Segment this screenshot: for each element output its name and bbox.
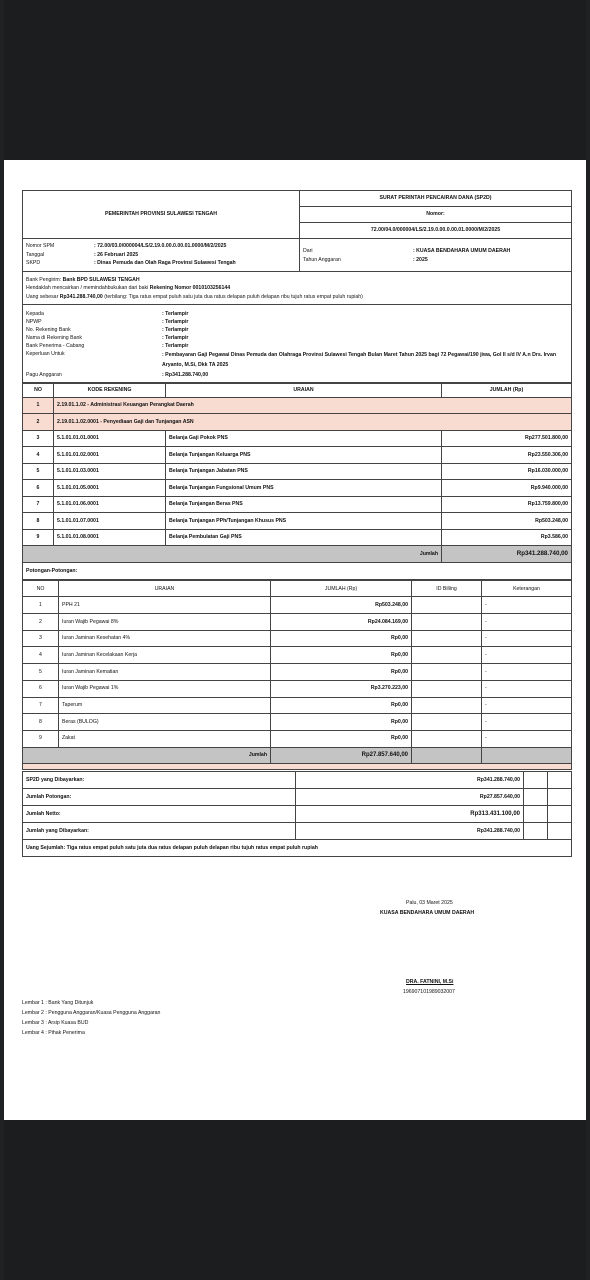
table-row: 1 2.19.01.1.02 - Administrasi Keuangan Perangkat Daerah xyxy=(23,397,572,414)
bank-sender-label: Bank Pengirim: xyxy=(26,276,62,283)
summary-row: SP2D yang Dibayarkan: Rp341.288.740,00 xyxy=(23,772,572,789)
amount-value: Rp341.288.740,00 xyxy=(59,293,103,300)
npwp-value: : Terlampir xyxy=(162,318,189,325)
recipient-value: : Terlampir xyxy=(162,310,189,317)
table-row: 4 5.1.01.01.02.0001 Belanja Tunjangan Keluarga PNS Rp23.550.306,00 xyxy=(23,447,572,464)
total-row xyxy=(23,546,572,563)
amount-prefix: Uang sebesar xyxy=(26,293,59,300)
document-title: SURAT PERINTAH PENCAIRAN DANA (SP2D) xyxy=(300,191,572,207)
table-row: 4 Iuran Jaminan Kecelakaan Kerja Rp0,00 - xyxy=(23,647,572,664)
table-row: 9 5.1.01.01.08.0001 Belanja Pembulatan Gaji PNS Rp3.586,00 xyxy=(23,529,572,546)
col-kode: KODE REKENING xyxy=(54,383,166,397)
table-row: 5 5.1.01.01.03.0001 Belanja Tunjangan Jabatan PNS Rp16.030.000,00 xyxy=(23,463,572,480)
account-no-label: No. Rekening Bank xyxy=(26,326,71,333)
deductions-total-value: Rp27.857.640,00 xyxy=(271,747,412,764)
summary-row: Jumlah Netto: Rp313.431.100,00 xyxy=(23,806,572,823)
date-label: Tanggal xyxy=(26,251,45,258)
signature-name: DRA. FATNINI, M.Si xyxy=(406,979,454,985)
fiscal-year-value: : 2025 xyxy=(413,256,428,263)
deductions-title: Potongan-Potongan: xyxy=(22,563,572,581)
table-row: 5 Iuran Jaminan Kematian Rp0,00 - xyxy=(23,664,572,681)
signature-place-date: Palu, 03 Maret 2025 xyxy=(406,900,453,906)
amount-words: (terbilang: Tiga ratus empat puluh satu juta dua ratus delapan puluh delapan ribu tujuh ratus empat puluh rupiah) xyxy=(104,293,363,300)
deductions-table xyxy=(22,580,572,770)
spm-info xyxy=(22,239,572,272)
table-row: 7 5.1.01.01.06.0001 Belanja Tunjangan Beras PNS Rp13.759.800,00 xyxy=(23,496,572,513)
document-page xyxy=(4,160,586,1120)
total-label: Jumlah xyxy=(23,546,442,563)
receiving-bank-label: Bank Penerima - Cabang xyxy=(26,343,85,350)
from-label: Dari xyxy=(303,248,313,254)
table-row: 3 Iuran Jaminan Kesehatan 4% Rp0,00 - xyxy=(23,630,572,647)
purpose-value: : Pembayaran Gaji Pegawai Dinas Pemuda dan Olahraga Provinsi Sulawesi Tengah Bulan Maret Tahun 2025 bagi 72 Pegawai/190 jiwa, Gol II s/d IV A.n Drs. Irvan Aryanto, M.Si, Dkk TA 2025 xyxy=(162,352,556,368)
recipient-label: Kepada xyxy=(26,310,44,317)
list-item: Lembar 4 : Pihak Penerima xyxy=(22,1029,85,1036)
col-jumlah: JUMLAH (Rp) xyxy=(442,383,572,397)
spm-number: : 72.00/03.0/000004/LS/2.19.0.00.0.00.01.0000/M/2/2025 xyxy=(94,243,227,249)
table-row: 7 Taperum Rp0,00 - xyxy=(23,697,572,714)
table-row: 2 2.19.01.1.02.0001 - Penyediaan Gaji dan Tunjangan ASN xyxy=(23,414,572,431)
total-row xyxy=(23,747,572,764)
npwp-label: NPWP xyxy=(26,318,42,325)
date-value: : 26 Februari 2025 xyxy=(94,251,139,258)
document-number-label: Nomor: xyxy=(300,207,572,223)
table-row: 8 Beras (BULOG) Rp0,00 - xyxy=(23,714,572,731)
summary-row: Jumlah yang Dibayarkan: Rp341.288.740,00 xyxy=(23,823,572,840)
table-row: 6 5.1.01.01.05.0001 Belanja Tunjangan Fungsional Umum PNS Rp9.940.000,00 xyxy=(23,480,572,497)
distribution-list xyxy=(22,999,160,1039)
table-row: 3 5.1.01.01.01.0001 Belanja Gaji Pokok PNS Rp277.501.800,00 xyxy=(23,430,572,447)
instruction-text: Hendaklah mencairkan / memindahbukukan dari baki xyxy=(26,285,149,291)
signature-title: KUASA BENDAHARA UMUM DAERAH xyxy=(380,910,475,916)
bank-sender: Bank BPD SULAWESI TENGAH xyxy=(62,276,140,283)
recipient-info xyxy=(22,305,572,383)
col-uraian: URAIAN xyxy=(166,383,442,397)
list-item: Lembar 1 : Bank Yang Ditunjuk xyxy=(22,1000,94,1006)
budget-ceiling-label: Pagu Anggaran xyxy=(26,371,62,378)
total-in-words: Uang Sejumlah: Tiga ratus empat puluh satu juta dua ratus delapan puluh delapan ribu tujuh ratus empat puluh rupiah xyxy=(23,840,572,857)
budget-ceiling-value: : Rp341.288.740,00 xyxy=(162,371,209,378)
spm-number-label: Nomor SPM xyxy=(26,243,55,249)
account-no-value: : Terlampir xyxy=(162,326,189,333)
fiscal-year-label: Tahun Anggaran xyxy=(303,256,341,263)
account-code-table xyxy=(22,383,572,563)
table-row: 8 5.1.01.01.07.0001 Belanja Tunjangan PPh/Tunjangan Khusus PNS Rp503.248,00 xyxy=(23,513,572,530)
issuer-name: PEMERINTAH PROVINSI SULAWESI TENGAH xyxy=(23,191,300,239)
list-item: Lembar 2 : Pengguna Anggaran/Kuasa Pengguna Anggaran xyxy=(22,1009,161,1016)
col-no: NO xyxy=(23,383,54,397)
col-uraian: URAIAN xyxy=(59,581,271,597)
purpose-label: Keperluan Untuk xyxy=(26,351,65,358)
col-id-billing: ID Billing xyxy=(412,581,482,597)
header-table xyxy=(22,190,572,239)
table-row: 9 Zakat Rp0,00 - xyxy=(23,730,572,747)
from-value: : KUASA BENDAHARA UMUM DAERAH xyxy=(413,248,511,254)
deductions-total-label: Jumlah xyxy=(23,747,271,764)
table-row: 2 Iuran Wajib Pegawai 8% Rp24.084.169,00 - xyxy=(23,614,572,631)
receiving-bank-value: : Terlampir xyxy=(162,343,189,350)
list-item: Lembar 3 : Arsip Kuasa BUD xyxy=(22,1019,89,1026)
col-jumlah: JUMLAH (Rp) xyxy=(271,581,412,597)
skpd-label: SKPD xyxy=(26,260,41,266)
account-name-value: : Terlampir xyxy=(162,335,189,342)
summary-table xyxy=(22,771,572,857)
col-no: NO xyxy=(23,581,59,597)
summary-row: Jumlah Potongan: Rp27.857.640,00 xyxy=(23,789,572,806)
account-number: Rekening Nomor 0010103256144 xyxy=(149,285,231,291)
account-name-label: Nama di Rekening Bank xyxy=(26,335,82,342)
document-number: 72.00/04.0/000004/LS/2.19.0.00.0.00.01.0000/M/2/2025 xyxy=(300,223,572,239)
table-row: 1 PPH 21 Rp503.248,00 - xyxy=(23,597,572,614)
total-value: Rp341.288.740,00 xyxy=(442,546,572,563)
bank-instruction xyxy=(22,272,572,306)
table-row: 6 Iuran Wajib Pegawai 1% Rp3.270.223,00 - xyxy=(23,680,572,697)
col-keterangan: Keterangan xyxy=(482,581,572,597)
skpd-value: : Dinas Pemuda dan Olah Raga Provinsi Sulawesi Tengah xyxy=(94,260,236,266)
sp2d-document xyxy=(22,190,572,857)
signature-nip: 196907101989032007 xyxy=(403,989,455,995)
